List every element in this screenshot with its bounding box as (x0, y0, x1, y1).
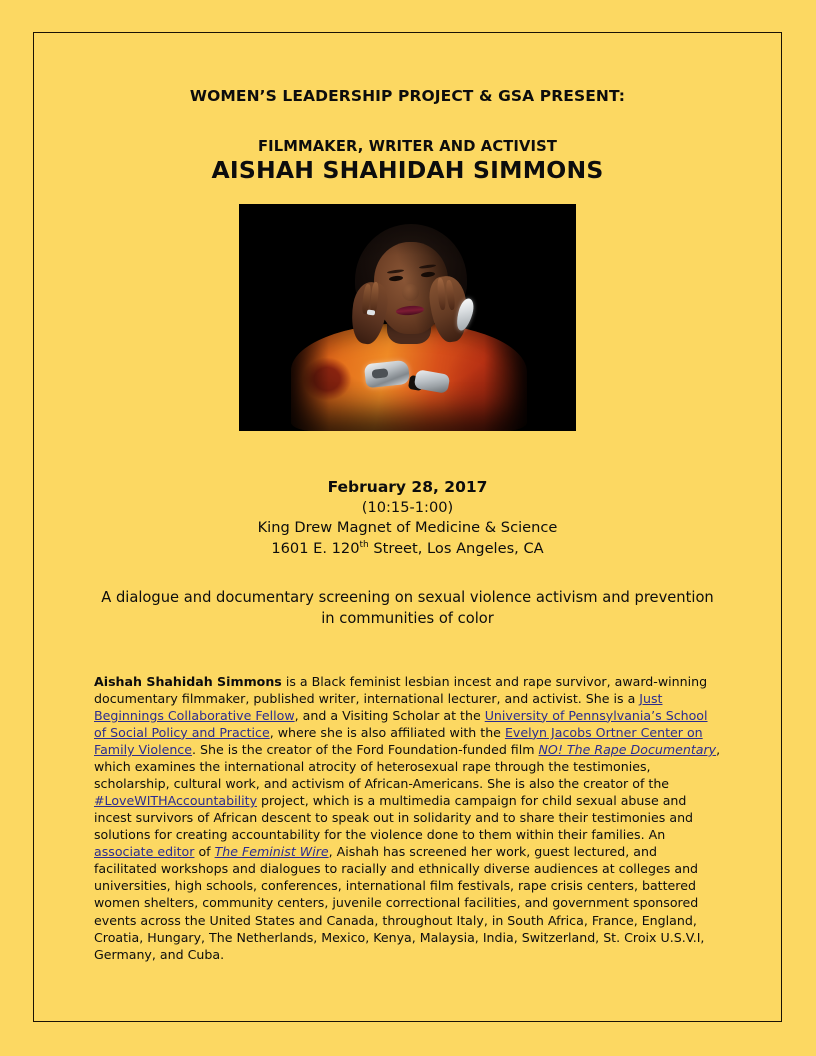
speaker-role-line: FILMMAKER, WRITER AND ACTIVIST (257, 137, 558, 155)
presenters-line: WOMEN’S LEADERSHIP PROJECT & GSA PRESENT: (189, 87, 626, 105)
event-venue: King Drew Magnet of Medicine & Science (257, 519, 558, 537)
event-time: (10:15-1:00) (361, 498, 454, 516)
event-tagline: A dialogue and documentary screening on sexual violence activism and prevention in communities of color (101, 588, 714, 628)
event-address-rest: Street, Los Angeles, CA (368, 540, 544, 558)
bio-text-4: . She is the creator of the Ford Foundation-funded film (191, 741, 539, 757)
link-upenn-school[interactable]: University of Pennsylvania’s School of Social Policy and Practice (94, 707, 708, 740)
bio-text-7: of (194, 844, 215, 860)
page-title: AISHAH SHAHIDAH SIMMONS (211, 155, 604, 184)
portrait-photo-wrapper (239, 204, 576, 431)
event-address-number: 1601 E. 120 (271, 540, 360, 558)
event-address (33, 539, 782, 560)
speaker-bio-paragraph (94, 673, 721, 963)
bio-text-2: , and a Visiting Scholar at the (294, 707, 485, 723)
bio-text-8: , Aishah has screened her work, guest lectured, and facilitated workshops and dialogues to racially and ethnically diverse audiences at colleges and universities, high schools, conferences, international film festivals, rape crisis centers, battered women shelters, community centers, juvenile correctional facilities, and government sponsored events across the United States and Canada, throughout Italy, in South Africa, France, England, Croatia, Hungary, The Netherlands, Mexico, Kenya, Malaysia, India, Switzerland, St. Croix U.S.V.I, Germany, and Cuba. (94, 844, 705, 962)
bio-text-3: , where she is also affiliated with the (269, 724, 505, 740)
event-details-block (33, 476, 782, 560)
link-just-beginnings-fellow[interactable]: Just Beginnings Collaborative Fellow (94, 690, 663, 723)
speaker-portrait-image (239, 204, 576, 431)
bio-speaker-name: Aishah Shahidah Simmons (94, 673, 282, 689)
link-associate-editor[interactable]: associate editor (94, 844, 195, 860)
event-date: February 28, 2017 (327, 477, 488, 496)
link-no-the-rape-documentary[interactable]: NO! The Rape Documentary (538, 741, 717, 757)
link-ortner-center[interactable]: Evelyn Jacobs Ortner Center on Family Violence (94, 724, 703, 757)
header-block (33, 87, 782, 184)
link-love-with-accountability[interactable]: #LoveWITHAccountability (94, 793, 258, 809)
bio-text-6: project, which is a multimedia campaign for child sexual abuse and incest survivors of African descent to speak out in solidarity and to share their testimonies and solutions for creating accountability for the violence done to them within their families. An (94, 793, 694, 843)
bio-text-1: is a Black feminist lesbian incest and rape survivor, award-winning documentary filmmaker, published writer, international lecturer, and activist. She is a (94, 673, 708, 706)
event-address-ordinal: th (359, 540, 369, 551)
bio-text-5: , which examines the international atrocity of heterosexual rape through the testimonies, scholarship, cultural work, and activism of African-Americans. She is also the creator of the (94, 741, 721, 792)
flyer-content (33, 32, 782, 1022)
portrait-vignette (239, 204, 576, 431)
link-the-feminist-wire[interactable]: The Feminist Wire (214, 844, 329, 860)
